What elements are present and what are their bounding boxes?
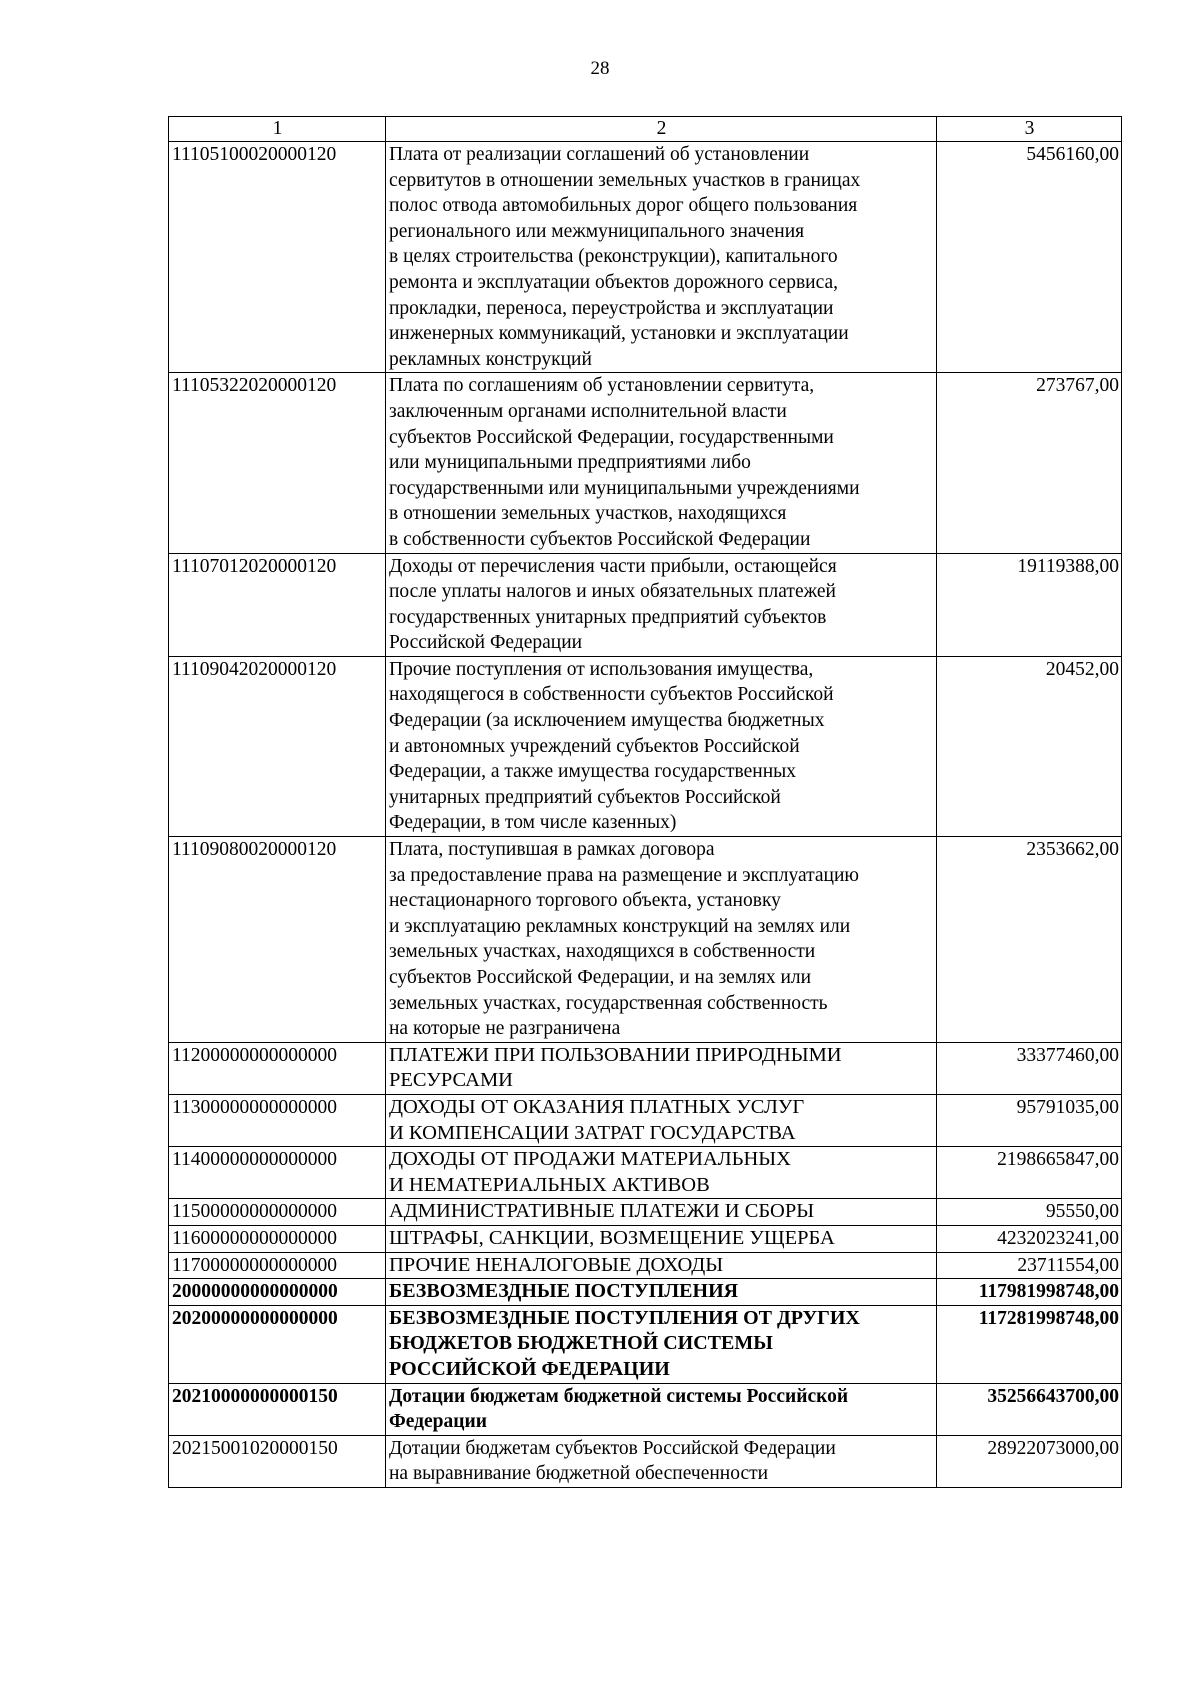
budget-code: 11600000000000000 [169,1225,386,1252]
budget-code: 20215001020000150 [169,1435,386,1487]
income-name [386,656,937,836]
budget-code: 11200000000000000 [169,1042,386,1094]
header-row [169,117,1122,142]
income-name-line: Дотации бюджетам субъектов Российской Федерации [389,1437,836,1459]
table-row [169,1199,1122,1226]
income-name [386,1199,937,1226]
table-row [169,142,1122,373]
income-name-line: ремонта и эксплуатации объектов дорожного сервиса, [389,271,839,293]
income-name [386,1383,937,1435]
table-row [169,656,1122,836]
income-name-line: заключенным органами исполнительной власти [389,400,787,422]
income-name-line: прокладки, переноса, переустройства и эксплуатации [389,297,834,319]
income-name-line: нестационарного торгового объекта, установку [389,890,781,912]
income-name-line: ДОХОДЫ ОТ ПРОДАЖИ МАТЕРИАЛЬНЫХ [389,1148,791,1171]
budget-code: 11107012020000120 [169,553,386,656]
budget-code: 11400000000000000 [169,1147,386,1199]
amount: 28922073000,00 [937,1435,1122,1487]
amount: 23711554,00 [937,1252,1122,1279]
income-name-line: государственных унитарных предприятий субъектов [389,606,827,628]
budget-code: 11105100020000120 [169,142,386,373]
table-row [169,1225,1122,1252]
income-name-line: И НЕМАТЕРИАЛЬНЫХ АКТИВОВ [389,1173,710,1196]
income-name-line: инженерных коммуникаций, установки и эксплуатации [389,323,849,345]
income-name-line: регионального или межмуниципального значения [389,220,805,242]
table-row [169,837,1122,1043]
income-name [386,553,937,656]
income-name-line: Плата от реализации соглашений об установлении [389,144,810,165]
table-row [169,553,1122,656]
income-name-line: Плата, поступившая в рамках договора [389,839,715,861]
amount: 19119388,00 [937,553,1122,656]
amount: 95791035,00 [937,1094,1122,1146]
header-col-code: 1 [169,117,386,142]
table-row [169,373,1122,553]
income-name-line: после уплаты налогов и иных обязательных платежей [389,581,836,603]
income-name [386,1252,937,1279]
income-name-line: БЕЗВОЗМЕЗДНЫЕ ПОСТУПЛЕНИЯ [389,1280,739,1303]
income-name-line: Российской Федерации [389,632,583,654]
amount: 35256643700,00 [937,1383,1122,1435]
income-name [386,1279,937,1306]
header-col-name: 2 [386,117,937,142]
amount: 5456160,00 [937,142,1122,373]
income-name-line: АДМИНИСТРАТИВНЫЕ ПЛАТЕЖИ И СБОРЫ [389,1200,815,1223]
income-name-line: Федерации, в том числе казенных) [389,812,677,834]
income-name-line: или муниципальными предприятиями либо [389,452,751,474]
income-name-line: ПЛАТЕЖИ ПРИ ПОЛЬЗОВАНИИ ПРИРОДНЫМИ [389,1043,842,1066]
income-name-line: и эксплуатацию рекламных конструкций на землях или [389,915,851,937]
income-name-line: находящегося в собственности субъектов Российской [389,684,834,706]
table-row [169,1252,1122,1279]
amount: 117281998748,00 [937,1305,1122,1383]
table-row [169,1305,1122,1383]
table-row [169,1279,1122,1306]
budget-code: 20210000000000150 [169,1383,386,1435]
budget-code: 11500000000000000 [169,1199,386,1226]
income-name-line: Плата по соглашениям об установлении сервитута, [389,375,815,397]
revenue-table [168,116,1122,1488]
budget-code: 11300000000000000 [169,1094,386,1146]
income-name-line: и автономных учреждений субъектов Российской [389,735,800,757]
income-name-line: Прочие поступления от использования имущества, [389,658,814,680]
table-row [169,1147,1122,1199]
income-name-line: ДОХОДЫ ОТ ОКАЗАНИЯ ПЛАТНЫХ УСЛУГ [389,1095,805,1118]
amount: 117981998748,00 [937,1279,1122,1306]
income-name-line: унитарных предприятий субъектов Российской [389,786,781,808]
budget-code: 11105322020000120 [169,373,386,553]
income-name [386,1225,937,1252]
income-name-line: земельных участках, государственная собственность [389,992,828,1014]
income-name-line: в целях строительства (реконструкции), капитального [389,246,838,268]
income-name [386,142,937,373]
income-name-line: Доходы от перечисления части прибыли, остающейся [389,555,837,577]
header-col-amount: 3 [937,117,1122,142]
income-name-line: в отношении земельных участков, находящихся [389,503,787,525]
income-name [386,1435,937,1487]
income-name-line: БЕЗВОЗМЕЗДНЫЕ ПОСТУПЛЕНИЯ ОТ ДРУГИХ [389,1306,860,1329]
table-row [169,1383,1122,1435]
amount: 4232023241,00 [937,1225,1122,1252]
income-name-line: государственными или муниципальными учреждениями [389,477,860,499]
income-name-line: в собственности субъектов Российской Федерации [389,528,811,550]
budget-code: 11109080020000120 [169,837,386,1043]
income-name [386,373,937,553]
budget-code: 11700000000000000 [169,1252,386,1279]
income-name [386,1147,937,1199]
table-row [169,1042,1122,1094]
income-name [386,1042,937,1094]
income-name-line: Дотации бюджетам бюджетной системы Российской [389,1385,849,1407]
table-row [169,1435,1122,1487]
income-name-line: сервитутов в отношении земельных участков в границах [389,169,861,191]
income-name-line: земельных участках, находящихся в собственности [389,941,816,963]
amount: 20452,00 [937,656,1122,836]
income-name-line: И КОМПЕНСАЦИИ ЗАТРАТ ГОСУДАРСТВА [389,1121,796,1144]
income-name-line: РОССИЙСКОЙ ФЕДЕРАЦИИ [389,1357,670,1380]
amount: 33377460,00 [937,1042,1122,1094]
income-name-line: полос отвода автомобильных дорог общего пользования [389,195,858,217]
income-name-line: рекламных конструкций [389,348,592,370]
income-name-line: за предоставление права на размещение и эксплуатацию [389,864,859,886]
amount: 273767,00 [937,373,1122,553]
income-name-line: РЕСУРСАМИ [389,1069,513,1092]
income-name-line: на которые не разграничена [389,1018,621,1040]
budget-code: 20200000000000000 [169,1305,386,1383]
income-name-line: субъектов Российской Федерации, и на землях или [389,967,812,988]
table-body [169,142,1122,1488]
income-name-line: Федерации, а также имущества государственных [389,761,796,783]
income-name-line: Федерации (за исключением имущества бюджетных [389,710,825,732]
table-row [169,1094,1122,1146]
income-name [386,1094,937,1146]
income-name-line: Федерации [389,1411,487,1433]
income-name [386,837,937,1043]
budget-code: 11109042020000120 [169,656,386,836]
income-name-line: субъектов Российской Федерации, государственными [389,426,834,448]
amount: 95550,00 [937,1199,1122,1226]
budget-code: 20000000000000000 [169,1279,386,1306]
table-header [169,117,1122,142]
amount: 2198665847,00 [937,1147,1122,1199]
income-name-line: БЮДЖЕТОВ БЮДЖЕТНОЙ СИСТЕМЫ [389,1332,773,1355]
income-name-line: на выравнивание бюджетной обеспеченности [389,1463,769,1485]
income-name-line: ШТРАФЫ, САНКЦИИ, ВОЗМЕЩЕНИЕ УЩЕРБА [389,1226,835,1249]
income-name-line: ПРОЧИЕ НЕНАЛОГОВЫЕ ДОХОДЫ [389,1253,724,1276]
amount: 2353662,00 [937,837,1122,1043]
page-number: 28 [590,58,610,79]
income-name [386,1305,937,1383]
